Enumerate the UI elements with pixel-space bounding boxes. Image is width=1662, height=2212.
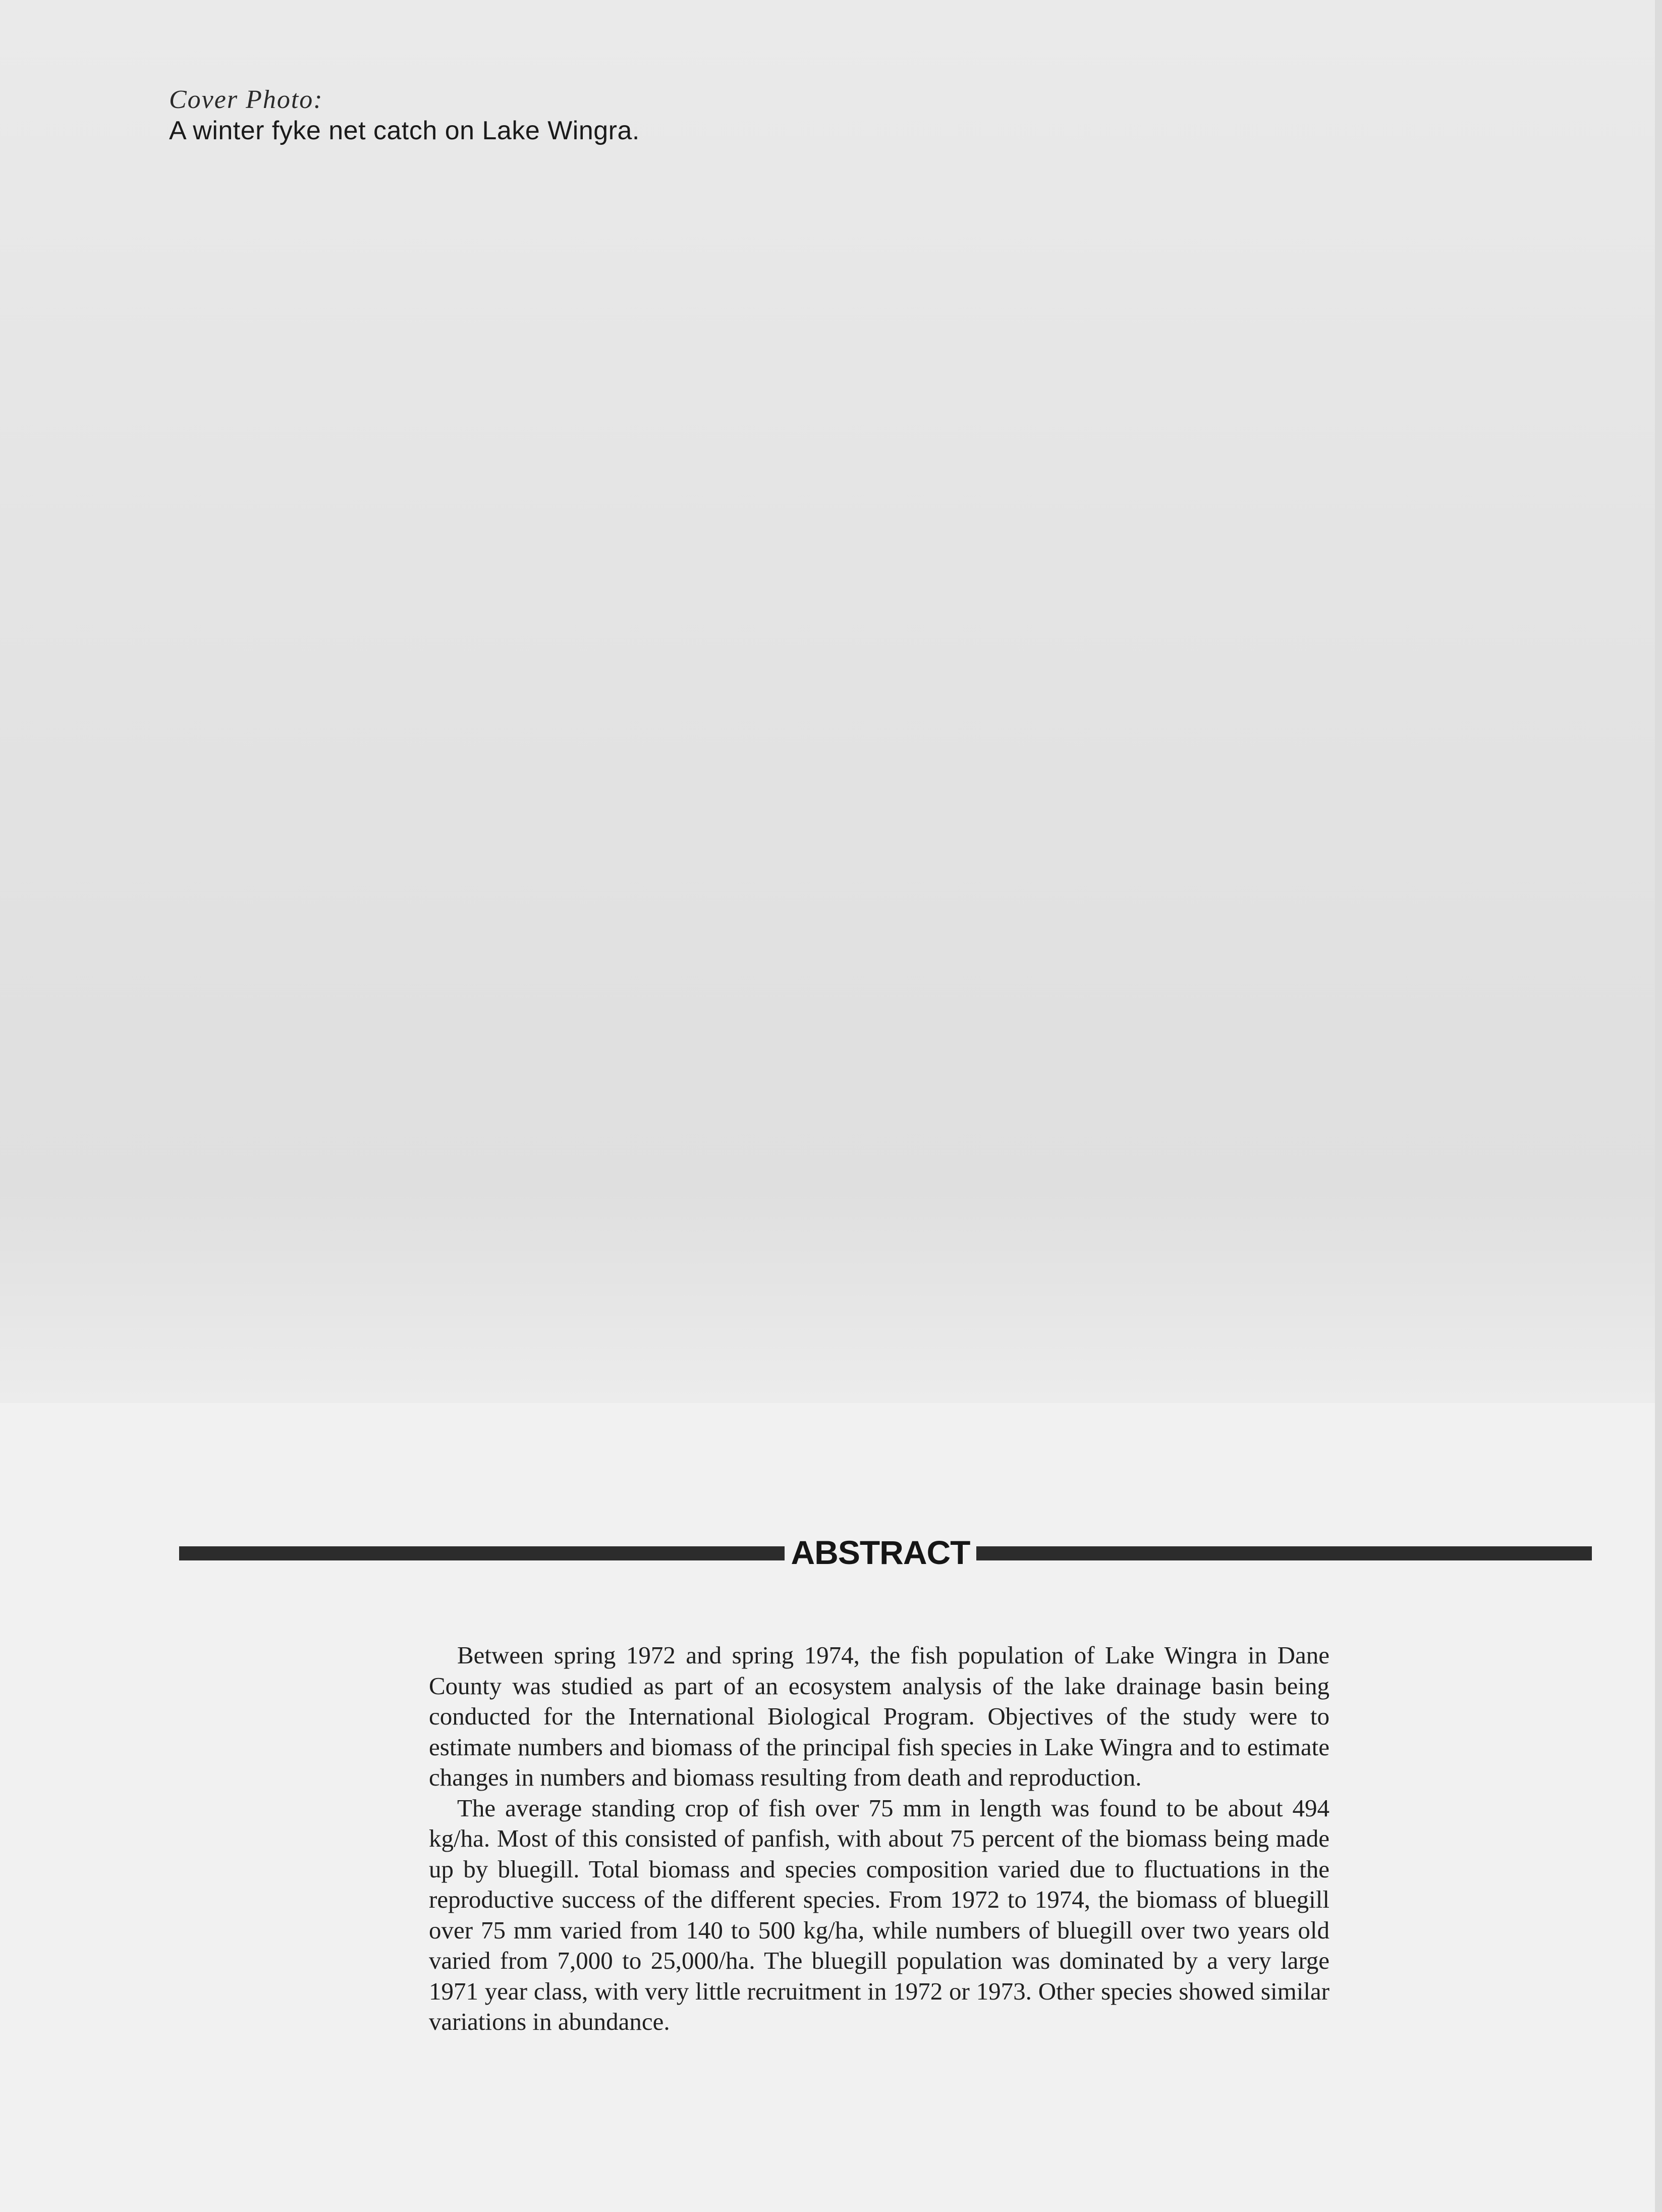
abstract-heading: ABSTRACT	[791, 1534, 970, 1571]
header-rule-right	[976, 1546, 1592, 1560]
abstract-paragraph-2: The average standing crop of fish over 75 mm in length was found to be about 494 kg/ha. Most of this consisted of panfish, with about 75 percent of the biomass being made up by bluegill. Total biomass and species composition varied due to fluctuations in the reproductive success of the different species. From 1972 to 1974, the biomass of bluegill over 75 mm varied from 140 to 500 kg/ha, while numbers of bluegill over two years old varied from 7,000 to 25,000/ha. The bluegill population was dominated by a very large 1971 year class, with very little recruitment in 1972 or 1973. Other species showed similar variations in abundance.	[429, 1794, 1329, 2035]
abstract-header	[179, 1528, 1592, 1577]
caption-text: A winter fyke net catch on Lake Wingra.	[169, 116, 640, 145]
abstract-paragraph-1: Between spring 1972 and spring 1974, the fish population of Lake Wingra in Dane County was studied as part of an ecosystem analysis of the lake drainage basin being conducted for the International Biological Program. Objectives of the study were to estimate numbers and biomass of the principal fish species in Lake Wingra and to estimate changes in numbers and biomass resulting from death and reproduction.	[429, 1641, 1329, 1791]
header-rule-left	[179, 1546, 785, 1560]
caption-label: Cover Photo:	[169, 85, 323, 114]
abstract-body	[429, 1640, 1329, 2037]
cover-photo-caption	[169, 85, 640, 146]
page-edge	[1655, 0, 1662, 2212]
